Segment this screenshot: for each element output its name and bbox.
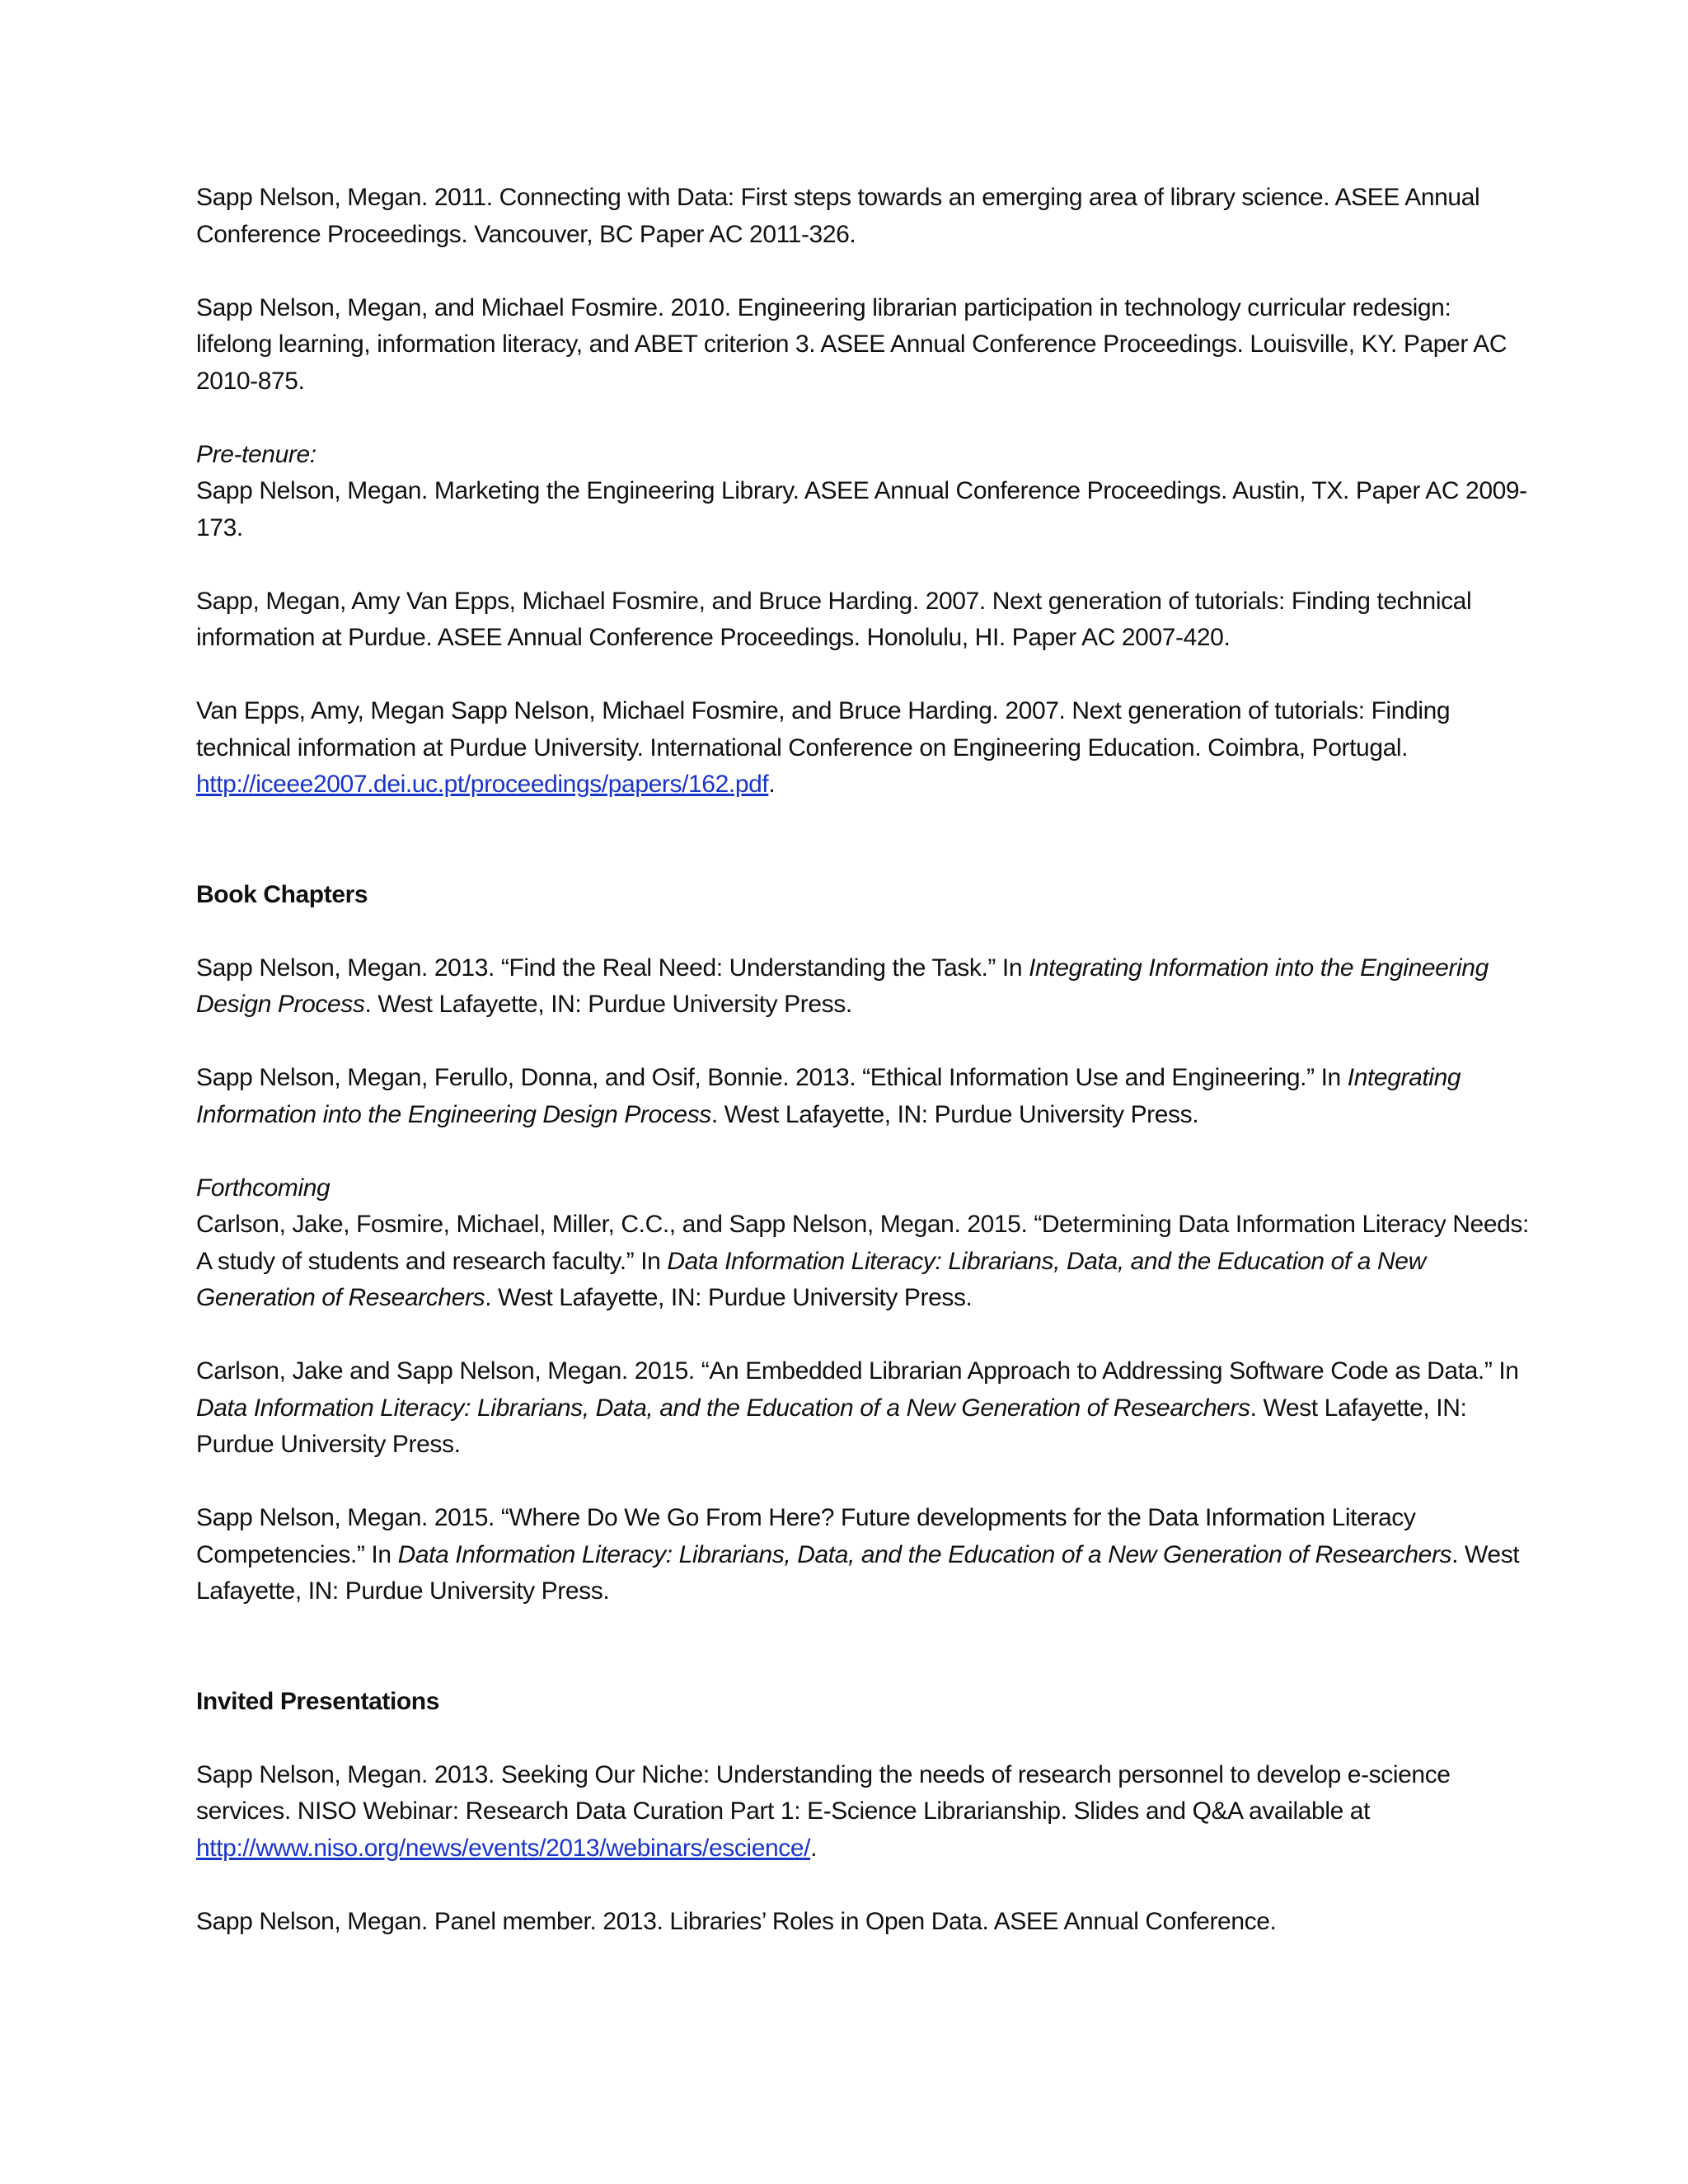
- book-title: Data Information Literacy: Librarians, Data, and the Education of a New Generation of Researchers: [196, 1394, 1250, 1422]
- chapter-publisher: . West Lafayette, IN: Purdue University Press.: [196, 1394, 1467, 1458]
- citation-next-generation-tutorials-icee: [196, 693, 1531, 804]
- chapter-publisher: . West Lafayette, IN: Purdue University Press.: [485, 1284, 973, 1311]
- chapter-ethical-information-use: [196, 1060, 1531, 1133]
- chapter-where-do-we-go: [196, 1500, 1531, 1610]
- chapter-find-the-real-need: [196, 950, 1531, 1024]
- chapter-text: Carlson, Jake and Sapp Nelson, Megan. 2015. “An Embedded Librarian Approach to Addressing Software Code as Data.” In: [196, 1357, 1519, 1385]
- chapter-publisher: . West Lafayette, IN: Purdue University Press.: [196, 1540, 1520, 1605]
- presentation-seeking-our-niche: [196, 1757, 1531, 1868]
- iceee-proceedings-link[interactable]: http://iceee2007.dei.uc.pt/proceedings/papers/162.pdf: [196, 771, 769, 798]
- presentation-text: Sapp Nelson, Megan. 2013. Seeking Our Niche: Understanding the needs of research personnel to develop e-science services. NISO Webinar: Research Data Curation Part 1: E-Science Librarianship. Slides and Q&A available at: [196, 1760, 1451, 1825]
- section-heading-invited-presentations: Invited Presentations: [196, 1687, 440, 1715]
- book-title: Integrating Information into the Engineering Design Process: [196, 954, 1489, 1018]
- book-title: Data Information Literacy: Librarians, Data, and the Education of a New Generation of Researchers: [397, 1540, 1452, 1568]
- chapter-publisher: . West Lafayette, IN: Purdue University Press.: [364, 991, 852, 1018]
- presentation-period: .: [810, 1834, 818, 1862]
- citation-connecting-with-data: Sapp Nelson, Megan. 2011. Connecting with Data: First steps towards an emerging area of library science. ASEE Annual Conference Proceedings. Vancouver, BC Paper AC 2011-326.: [196, 184, 1480, 248]
- chapter-text: Carlson, Jake, Fosmire, Michael, Miller, C.C., and Sapp Nelson, Megan. 2015. “Determining Data Information Literacy Needs: A study of students and research faculty.” In: [196, 1211, 1529, 1275]
- citation-marketing-engineering-library: Sapp Nelson, Megan. Marketing the Engineering Library. ASEE Annual Conference Proceedings. Austin, TX. Paper AC 2009-173.: [196, 477, 1527, 541]
- book-title: Integrating Information into the Engineering Design Process: [196, 1064, 1461, 1128]
- chapter-determining-dil-needs: [196, 1207, 1531, 1317]
- section-heading-book-chapters: Book Chapters: [196, 880, 368, 908]
- niso-webinar-link[interactable]: http://www.niso.org/news/events/2013/webinars/escience/: [196, 1834, 811, 1862]
- citation-period: .: [768, 771, 776, 798]
- chapter-text: Sapp Nelson, Megan. 2013. “Find the Real Need: Understanding the Task.” In: [196, 954, 1029, 982]
- citation-engineering-librarian-participation: Sapp Nelson, Megan, and Michael Fosmire. 2010. Engineering librarian participation in technology curricular redesign: lifelong learning, information literacy, and ABET criterion 3. ASEE Annual Conference Proceedings. Louisville, KY. Paper AC 2010-875.: [196, 293, 1507, 395]
- citation-text: Van Epps, Amy, Megan Sapp Nelson, Michael Fosmire, and Bruce Harding. 2007. Next generation of tutorials: Finding technical information at Purdue University. International Conference on Engineering Education. Coimbra, Portugal.: [196, 697, 1451, 762]
- chapter-publisher: . West Lafayette, IN: Purdue University Press.: [710, 1100, 1199, 1128]
- document-page: [196, 180, 1531, 1977]
- chapter-text: Sapp Nelson, Megan. 2015. “Where Do We Go From Here? Future developments for the Data Information Literacy Competencies.” In: [196, 1504, 1416, 1568]
- book-title: Data Information Literacy: Librarians, Data, and the Education of a New Generation of Researchers: [196, 1247, 1426, 1311]
- chapter-text: Sapp Nelson, Megan, Ferullo, Donna, and Osif, Bonnie. 2013. “Ethical Information Use and Engineering.” In: [196, 1064, 1348, 1091]
- citation-next-generation-tutorials-asee: Sapp, Megan, Amy Van Epps, Michael Fosmire, and Bruce Harding. 2007. Next generation of tutorials: Finding technical information at Purdue. ASEE Annual Conference Proceedings. Honolulu, HI. Paper AC 2007-420.: [196, 587, 1472, 651]
- pre-tenure-label: Pre-tenure:: [196, 440, 316, 468]
- forthcoming-label: Forthcoming: [196, 1174, 331, 1202]
- presentation-libraries-roles-open-data: Sapp Nelson, Megan. Panel member. 2013. Libraries’ Roles in Open Data. ASEE Annual Conference.: [196, 1907, 1277, 1935]
- chapter-embedded-librarian: [196, 1353, 1531, 1464]
- section-gap: [196, 840, 1531, 877]
- section-gap: [196, 1647, 1531, 1684]
